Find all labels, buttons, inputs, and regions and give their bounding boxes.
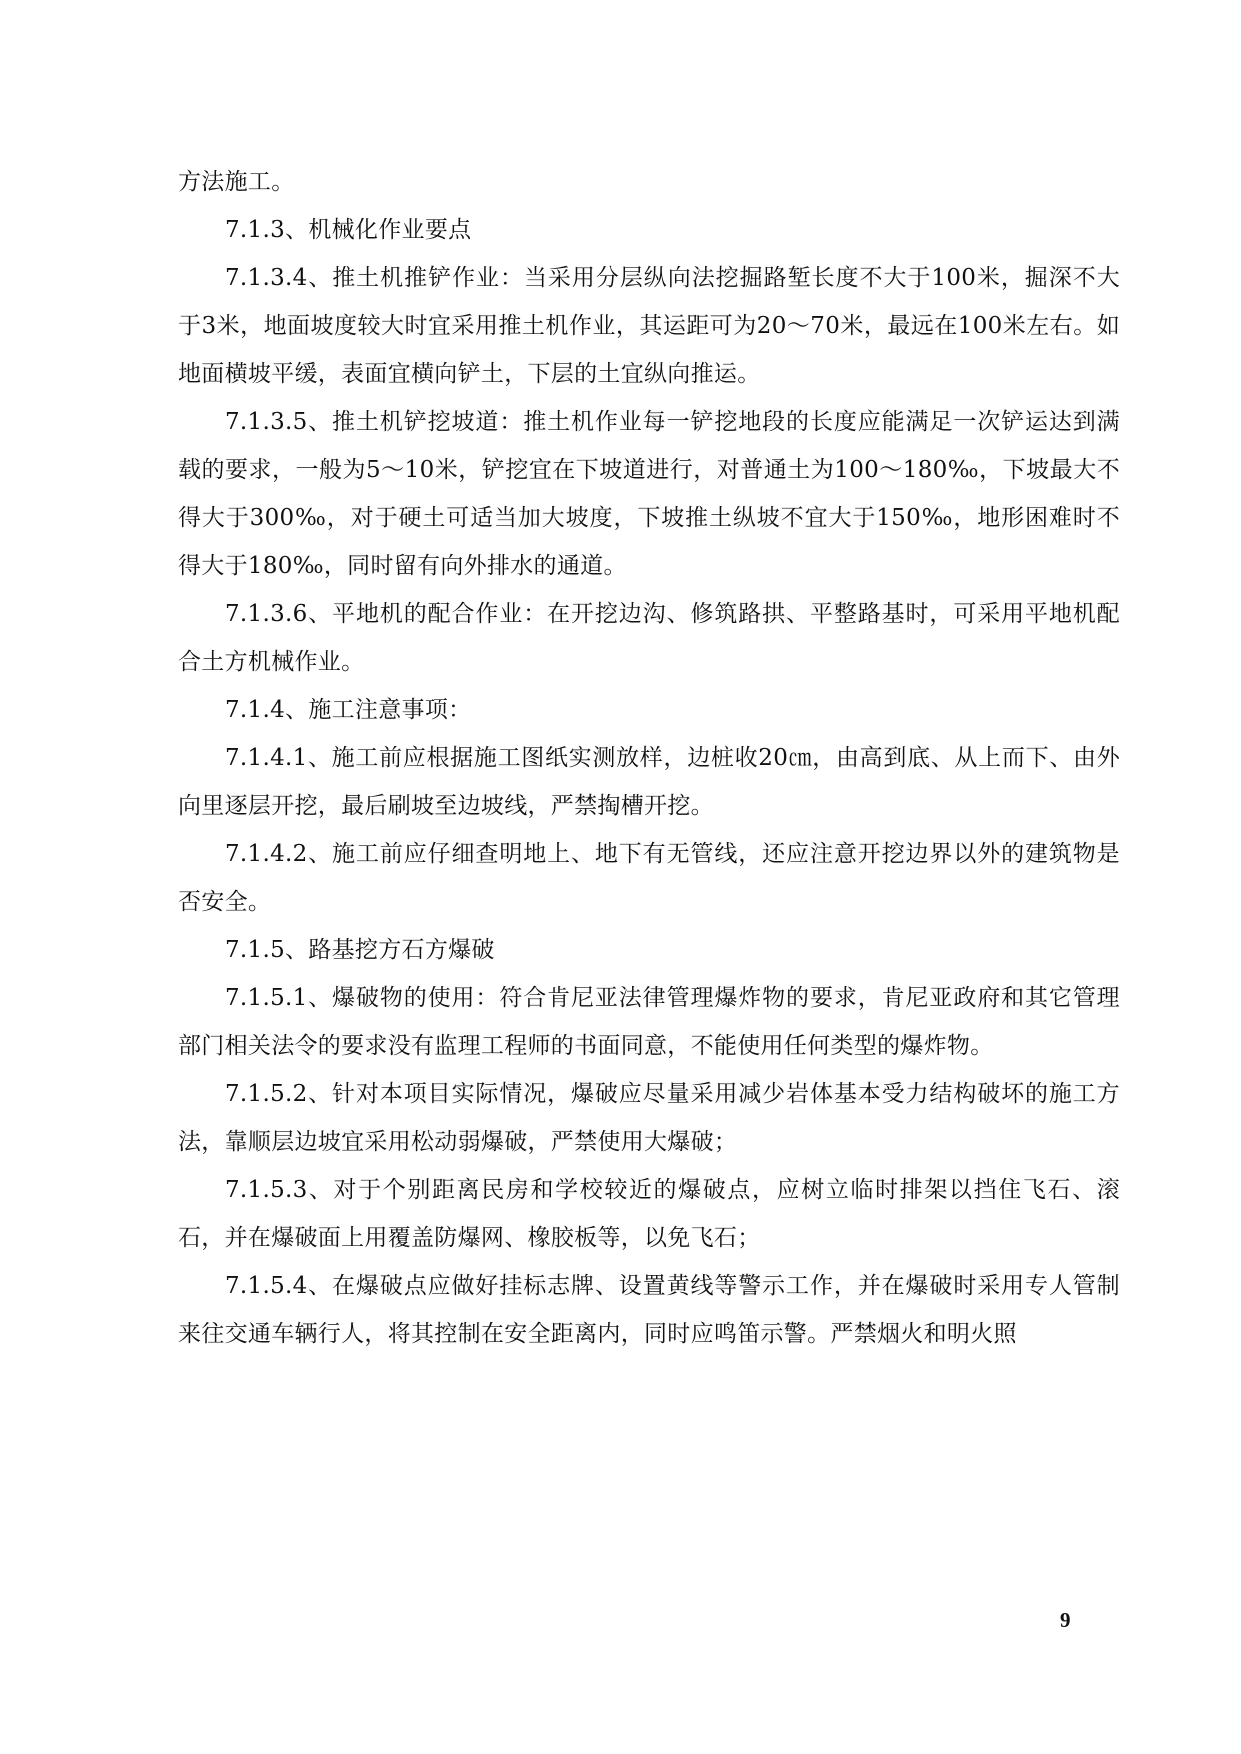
paragraph: 7.1.5.2、针对本项目实际情况，爆破应尽量采用减少岩体基本受力结构破坏的施工方法，靠顺层边坡宜采用松动弱爆破，严禁使用大爆破； [178,1081,1120,1155]
paragraph: 7.1.5.3、对于个别距离民房和学校较近的爆破点，应树立临时排架以挡住飞石、滚石，并在爆破面上用覆盖防爆网、橡胶板等，以免飞石； [178,1177,1120,1251]
paragraph: 7.1.5.4、在爆破点应做好挂标志牌、设置黄线等警示工作，并在爆破时采用专人管制来往交通车辆行人，将其控制在安全距离内，同时应鸣笛示警。严禁烟火和明火照 [178,1273,1120,1347]
paragraph: 7.1.3.6、平地机的配合作业：在开挖边沟、修筑路拱、平整路基时，可采用平地机配合土方机械作业。 [178,601,1120,675]
paragraph: 7.1.4.2、施工前应仔细查明地上、地下有无管线，还应注意开挖边界以外的建筑物是否安全。 [178,841,1120,915]
section-heading: 7.1.3、机械化作业要点 [225,217,472,243]
paragraph: 7.1.4.1、施工前应根据施工图纸实测放样，边桩收20㎝，由高到底、从上而下、由外向里逐层开挖，最后刷坡至边坡线，严禁掏槽开挖。 [178,745,1120,819]
section-heading: 7.1.4、施工注意事项： [225,697,472,723]
page-number: 9 [1060,1608,1071,1632]
paragraph: 方法施工。 [178,169,295,195]
section-heading: 7.1.5、路基挖方石方爆破 [225,937,495,963]
paragraph: 7.1.3.4、推土机推铲作业：当采用分层纵向法挖掘路堑长度不大于100米，掘深不大于3米，地面坡度较大时宜采用推土机作业，其运距可为20～70米，最远在100米左右。如地面横坡平缓，表面宜横向铲土，下层的土宜纵向推运。 [178,265,1120,387]
document-body [178,158,1120,1358]
paragraph: 7.1.3.5、推土机铲挖坡道：推土机作业每一铲挖地段的长度应能满足一次铲运达到满载的要求，一般为5～10米，铲挖宜在下坡道进行，对普通土为100～180‰，下坡最大不得大于300‰，对于硬土可适当加大坡度，下坡推土纵坡不宜大于150‰，地形困难时不得大于180‰，同时留有向外排水的通道。 [178,409,1120,579]
paragraph: 7.1.5.1、爆破物的使用：符合肯尼亚法律管理爆炸物的要求，肯尼亚政府和其它管理部门相关法令的要求没有监理工程师的书面同意，不能使用任何类型的爆炸物。 [178,985,1120,1059]
